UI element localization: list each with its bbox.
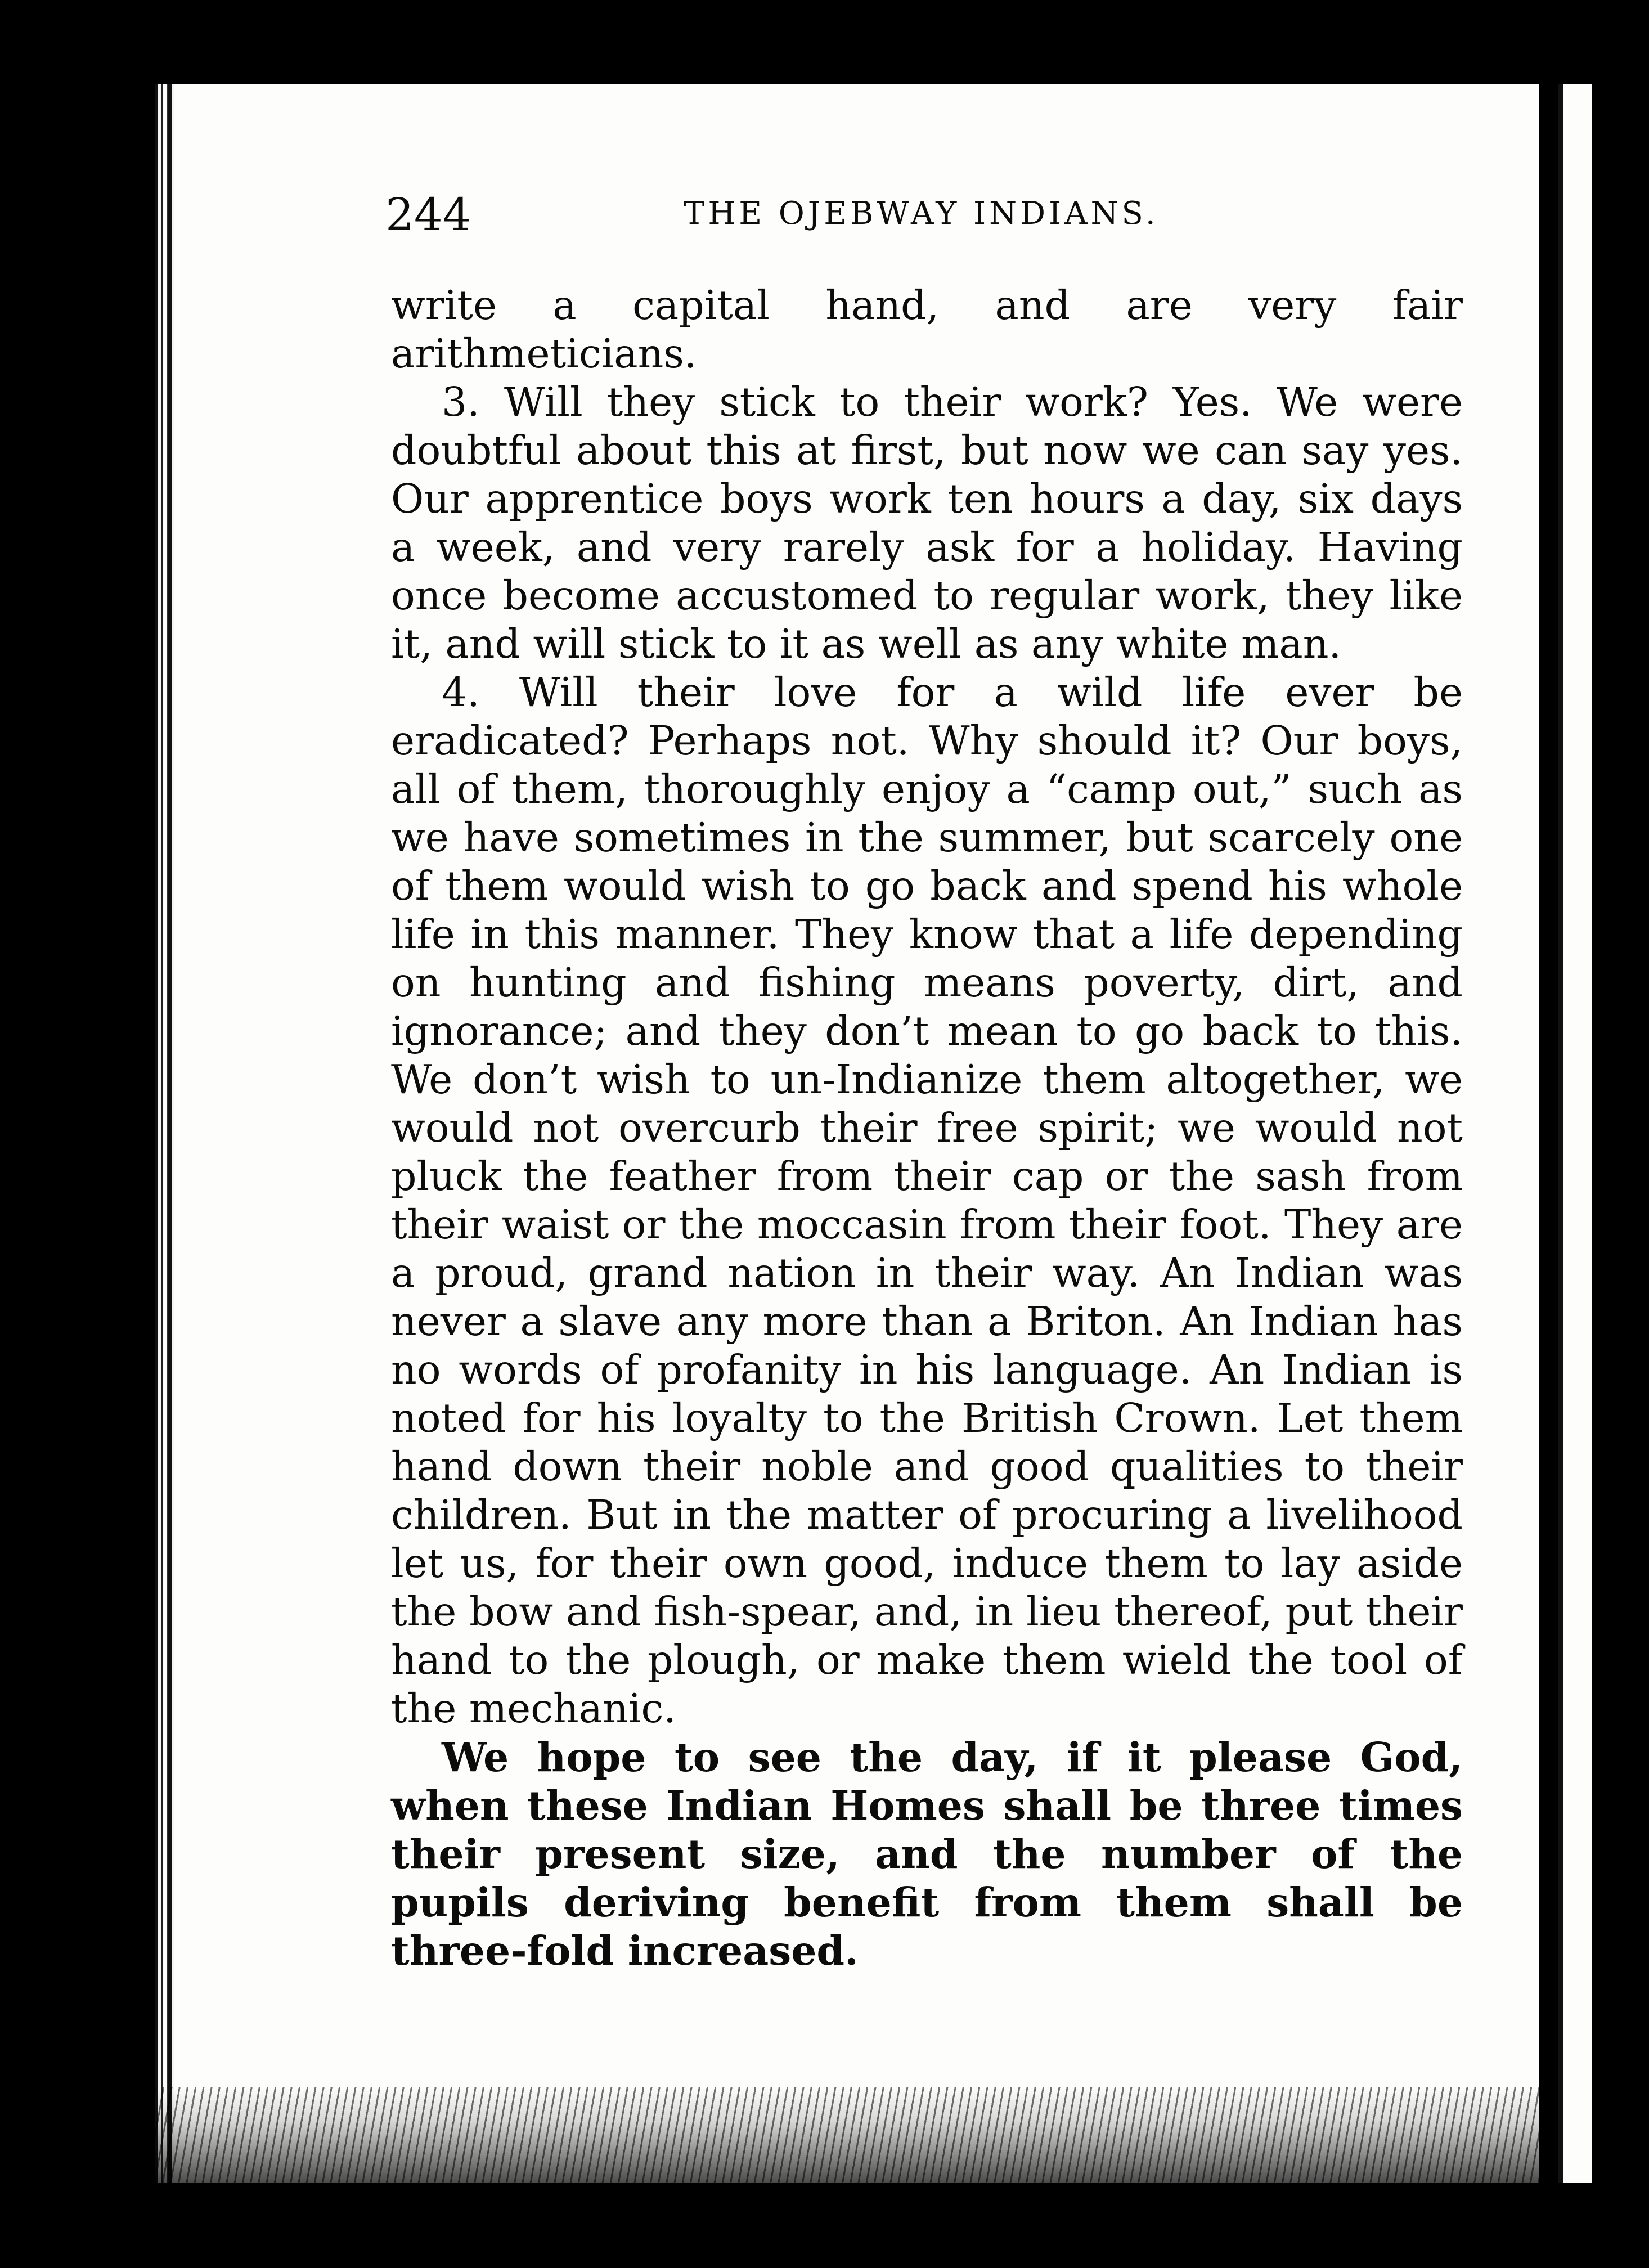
paragraph-continued: write a capital hand, and are very fair arithmeticians. (391, 282, 1463, 377)
page-body (391, 281, 1463, 1975)
paragraph-question-3: 3. Will they stick to their work? Yes. We were doubtful about this at first, but now we can say yes. Our apprentice boys work ten hours a day, six days a week, and very rarely ask for a holiday. Having once become accustomed to regular work, they like it, and will stick to it as well as any white man. (391, 379, 1463, 667)
page-header (385, 188, 1485, 245)
page-bottom-shadow (155, 2087, 1539, 2183)
paragraph-closing: We hope to see the day, if it please God, when these Indian Homes shall be three times their present size, and the number of the pupils deriving benefit from them shall be three-fold increased. (391, 1733, 1463, 1974)
next-page-edge (1558, 84, 1592, 2183)
page-binding-edge (155, 84, 174, 2183)
paragraph-question-4: 4. Will their love for a wild life ever be eradicated? Perhaps not. Why should it? Our boys, all of them, thoroughly enjoy a “camp out,” such as we have sometimes in the summer, but scarcely one of them would wish to go back and spend his whole life in this manner. They know that a life depending on hunting and fishing means poverty, dirt, and ignorance; and they don’t mean to go back to this. We don’t wish to un-Indianize them altogether, we would not overcurb their free spirit; we would not pluck the feather from their cap or the sash from their waist or the moccasin from their foot. They are a proud, grand nation in their way. An Indian was never a slave any more than a Briton. An Indian has no words of profanity in his language. An Indian is noted for his loyalty to the British Crown. Let them hand down their noble and good qualities to their children. But in the matter of procuring a livelihood let us, for their own good, induce them to lay aside the bow and fish-spear, and, in lieu thereof, put their hand to the plough, or make them wield the tool of the mechanic. (391, 669, 1463, 1732)
page-number: 244 (385, 188, 471, 241)
running-head: THE OJEBWAY INDIANS. (684, 195, 1159, 232)
